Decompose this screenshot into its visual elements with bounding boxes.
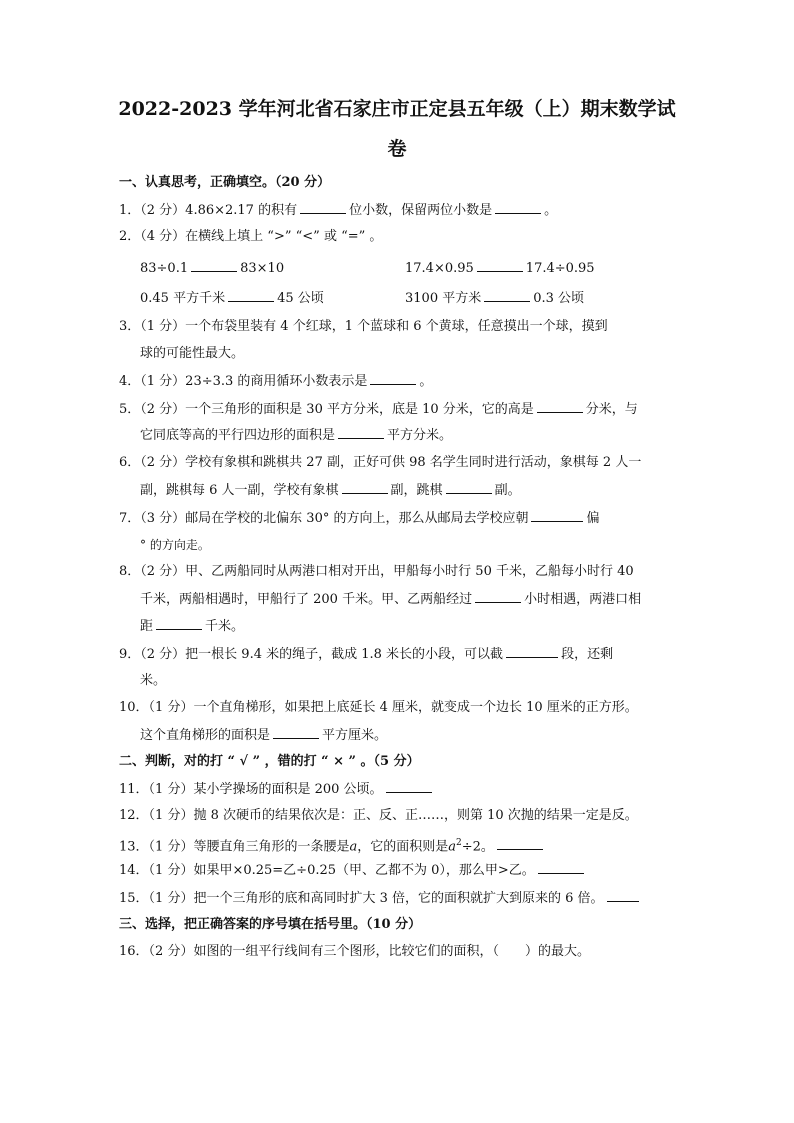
q1-text-c: 。 bbox=[544, 203, 558, 218]
q14-text: 14．（1 分）如果甲×0.25=乙÷0.25（甲、乙都不为 0），那么甲>乙。 bbox=[119, 863, 535, 878]
answer-blank bbox=[477, 259, 523, 272]
q2-expr: 0.3 公顷 bbox=[533, 291, 585, 306]
q7-text-b: 偏 bbox=[586, 511, 600, 526]
q1-text-b: 位小数，保留两位小数是 bbox=[349, 203, 493, 218]
q13-text-c: ÷2。 bbox=[461, 839, 494, 855]
answer-blank bbox=[607, 889, 639, 902]
q7-text-a: 7．（3 分）邮局在学校的北偏东 30° 的方向上，那么从邮局去学校应朝 bbox=[119, 511, 529, 526]
question-8-line2 bbox=[140, 590, 641, 609]
question-16: 16．（2 分）如图的一组平行线间有三个图形，比较它们的面积，（ ）的最大。 bbox=[119, 944, 590, 959]
answer-blank bbox=[300, 201, 346, 214]
q2-row2-left bbox=[140, 289, 324, 308]
q8-text-d: 距 bbox=[140, 619, 154, 634]
q2-expr: 83×10 bbox=[240, 261, 285, 276]
question-7-line2: ° 的方向走。 bbox=[140, 538, 210, 552]
answer-blank bbox=[342, 481, 388, 494]
question-10-line1: 10．（1 分）一个直角梯形，如果把上底延长 4 厘米，就变成一个边长 10 厘米的正方形。 bbox=[119, 700, 638, 715]
q6-text-c: 副，跳棋 bbox=[390, 483, 443, 498]
question-6-line2 bbox=[140, 481, 521, 500]
q2-expr: 17.4÷0.95 bbox=[525, 261, 595, 276]
question-9-line1 bbox=[119, 645, 613, 664]
q2-expr: 3100 平方米 bbox=[405, 291, 482, 306]
answer-blank bbox=[531, 509, 583, 522]
answer-blank bbox=[497, 837, 543, 850]
q13-text-b: ，它的面积则是 bbox=[357, 839, 449, 855]
q4-text-b: 。 bbox=[419, 374, 433, 389]
q13-variable: a bbox=[448, 839, 456, 855]
q2-expr: 45 公顷 bbox=[277, 291, 324, 306]
q2-row1-left bbox=[140, 259, 284, 278]
answer-blank bbox=[156, 617, 202, 630]
answer-blank bbox=[386, 780, 432, 793]
exam-title-line1: 2022-2023 学年河北省石家庄市正定县五年级（上）期末数学试 bbox=[118, 98, 676, 120]
exam-title-line2: 卷 bbox=[387, 138, 407, 160]
q8-text-e: 千米。 bbox=[205, 619, 245, 634]
q4-text-a: 4．（1 分）23÷3.3 的商用循环小数表示是 bbox=[119, 374, 368, 389]
q6-text-b: 副，跳棋每 6 人一副，学校有象棋 bbox=[140, 483, 339, 498]
q8-text-c: 小时相遇，两港口相 bbox=[524, 592, 642, 607]
q5-text-b: 分米，与 bbox=[585, 402, 638, 417]
answer-blank bbox=[370, 372, 416, 385]
question-8-line1: 8．（2 分）甲、乙两船同时从两港口相对开出，甲船每小时行 50 千米，乙船每小时行 40 bbox=[119, 564, 634, 579]
q10-text-b: 这个直角梯形的面积是 bbox=[140, 728, 271, 743]
q9-text-b: 段，还剩 bbox=[561, 647, 614, 662]
answer-blank bbox=[475, 590, 521, 603]
q1-text-a: 1．（2 分）4.86×2.17 的积有 bbox=[119, 203, 298, 218]
question-1 bbox=[119, 201, 557, 220]
question-8-line3 bbox=[140, 617, 244, 636]
q2-expr: 0.45 平方千米 bbox=[140, 291, 226, 306]
question-7-line1 bbox=[119, 509, 600, 528]
q2-row2-right bbox=[405, 289, 584, 308]
question-12: 12．（1 分）抛 8 次硬币的结果依次是：正、反、正……，则第 10 次抛的结果一定是反。 bbox=[119, 808, 638, 823]
q6-text-d: 副。 bbox=[494, 483, 521, 498]
answer-blank bbox=[273, 726, 319, 739]
q10-text-c: 平方厘米。 bbox=[322, 728, 388, 743]
q9-text-a: 9．（2 分）把一根长 9.4 米的绳子，截成 1.8 米长的小段，可以截 bbox=[119, 647, 504, 662]
question-5-line1 bbox=[119, 400, 638, 419]
answer-blank bbox=[495, 201, 541, 214]
answer-blank bbox=[506, 645, 558, 658]
section-1-heading: 一、认真思考，正确填空。（20 分） bbox=[119, 175, 331, 190]
question-6-line1: 6．（2 分）学校有象棋和跳棋共 27 副，正好可供 98 名学生同时进行活动，象棋每 2 人一 bbox=[119, 455, 642, 470]
answer-blank bbox=[537, 400, 583, 413]
answer-blank bbox=[338, 426, 384, 439]
question-3-line2: 球的可能性最大。 bbox=[140, 346, 245, 361]
q13-variable: a bbox=[349, 839, 358, 855]
q2-row1-right bbox=[405, 259, 595, 278]
question-13 bbox=[119, 834, 546, 856]
q8-text-b: 千米，两船相遇时，甲船行了 200 千米。甲、乙两船经过 bbox=[140, 592, 473, 607]
q5-text-c: 它同底等高的平行四边形的面积是 bbox=[140, 428, 336, 443]
answer-blank bbox=[484, 289, 530, 302]
question-10-line2 bbox=[140, 726, 387, 745]
question-9-line2: 米。 bbox=[140, 673, 167, 688]
question-2: 2．（4 分）在横线上填上 “>” “<” 或 “=” 。 bbox=[119, 229, 383, 244]
q15-text: 15．（1 分）把一个三角形的底和高同时扩大 3 倍，它的面积就扩大到原来的 6 倍。 bbox=[119, 891, 604, 906]
q5-text-d: 平方分米。 bbox=[387, 428, 453, 443]
question-5-line2 bbox=[140, 426, 452, 445]
answer-blank bbox=[446, 481, 492, 494]
question-11 bbox=[119, 780, 435, 799]
q11-text: 11．（1 分）某小学操场的面积是 200 公顷。 bbox=[119, 782, 383, 797]
question-15 bbox=[119, 889, 642, 908]
exponent-2: 2 bbox=[456, 838, 462, 848]
answer-blank bbox=[228, 289, 274, 302]
question-3-line1: 3．（1 分）一个布袋里装有 4 个红球，1 个蓝球和 6 个黄球，任意摸出一个球，摸到 bbox=[119, 319, 608, 334]
question-14 bbox=[119, 861, 587, 880]
q2-expr: 17.4×0.95 bbox=[405, 261, 474, 276]
q5-text-a: 5．（2 分）一个三角形的面积是 30 平方分米，底是 10 分米，它的高是 bbox=[119, 402, 534, 417]
question-4 bbox=[119, 372, 432, 391]
section-2-heading: 二、判断，对的打 “ √ ” ，错的打 “ × ” 。（5 分） bbox=[119, 754, 420, 769]
q13-text-a: 13．（1 分）等腰直角三角形的一条腰是 bbox=[119, 839, 350, 855]
answer-blank bbox=[538, 861, 584, 874]
answer-blank bbox=[191, 259, 237, 272]
section-3-heading: 三、选择，把正确答案的序号填在括号里。（10 分） bbox=[119, 917, 422, 932]
q2-expr: 83÷0.1 bbox=[140, 261, 189, 276]
